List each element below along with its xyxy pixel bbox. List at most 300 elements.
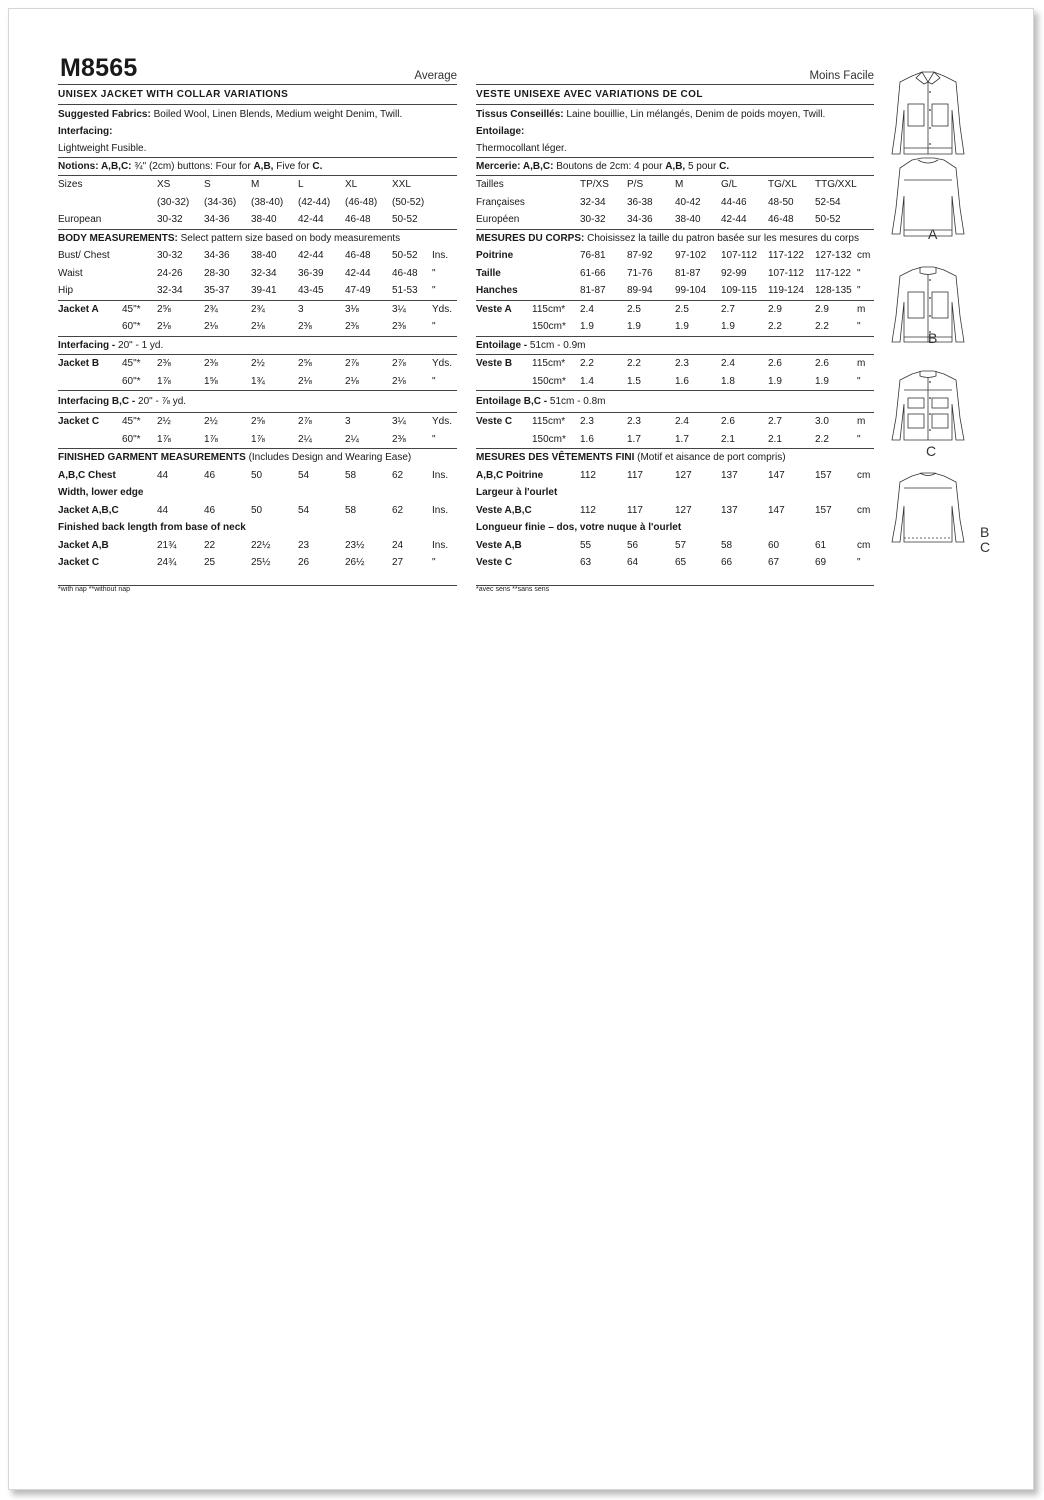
- european-cell: 42-44: [721, 214, 747, 225]
- yardage-cell: 2.4: [721, 358, 735, 369]
- finished-cell: 65: [675, 557, 687, 568]
- size-cell: S: [204, 179, 211, 190]
- body-measurements-title: [476, 230, 874, 248]
- width-lower-title: [476, 484, 874, 502]
- finished-cell: 137: [721, 469, 738, 481]
- finished-cell: 66: [721, 557, 733, 568]
- body-cell: 35-37: [204, 285, 230, 296]
- sizes-label: Tailles: [476, 179, 504, 190]
- european-cell: 30-32: [157, 214, 183, 225]
- size-cell: L: [298, 179, 304, 190]
- garment-title: VESTE UNISEXE AVEC VARIATIONS DE COL: [476, 85, 874, 105]
- finished-cell: 26½: [345, 557, 365, 568]
- european-cell: 38-40: [675, 214, 701, 225]
- francaises-cell: 40-42: [675, 196, 701, 208]
- english-column: [58, 54, 457, 586]
- fabric-width: 115cm*: [532, 416, 566, 427]
- finished-cell: 127: [675, 504, 692, 516]
- unit: Ins.: [432, 469, 449, 481]
- size-cell: G/L: [721, 179, 738, 190]
- finished-cell: 56: [627, 539, 639, 551]
- jacket-a-label: Jacket A: [58, 303, 99, 315]
- body-row-label: Hanches: [476, 285, 518, 296]
- size-cell: XL: [345, 179, 358, 190]
- body-cell: 81-87: [675, 267, 701, 279]
- body-cell: 32-34: [157, 285, 183, 296]
- body-cell: 61-66: [580, 267, 606, 279]
- body-cell: 43-45: [298, 285, 324, 296]
- yardage-cell: 2.4: [580, 303, 594, 315]
- veste-b-label: Veste B: [476, 358, 513, 369]
- yardage-row: [476, 373, 874, 392]
- body-cell: 38-40: [251, 250, 277, 261]
- finished-cell: 58: [721, 539, 733, 551]
- european-row: [476, 211, 874, 230]
- yardage-cell: 1.7: [627, 433, 641, 445]
- finished-row: [476, 467, 874, 485]
- yardage-cell: 2⅝: [157, 303, 171, 315]
- body-cell: 99-104: [675, 285, 707, 296]
- finished-row: [58, 467, 457, 485]
- notions-text: Boutons de 2cm: 4 pour: [556, 161, 663, 172]
- body-cell: 92-99: [721, 267, 747, 279]
- view-bc-b-label: B: [980, 524, 990, 540]
- view-c-label: C: [926, 443, 937, 459]
- header: [58, 54, 457, 85]
- yardage-cell: 2½: [204, 416, 218, 427]
- francaises-cell: 44-46: [721, 196, 747, 208]
- fabric-width: 45"*: [122, 416, 141, 427]
- interfacing-a-row: [476, 337, 874, 356]
- yardage-cell: 3.0: [815, 416, 829, 427]
- view-bc-c-label: C: [980, 539, 991, 555]
- width-lower-title: [58, 484, 457, 502]
- body-cell: 81-87: [580, 285, 606, 296]
- yardage-cell: 2⅛: [392, 375, 406, 387]
- fabric-width: 150cm*: [532, 433, 566, 445]
- unit: ": [432, 285, 436, 296]
- finished-cell: 157: [815, 469, 832, 481]
- size-sub-cell: (30-32): [157, 196, 190, 208]
- finished-cell: 54: [298, 469, 310, 481]
- finished-cell: 57: [675, 539, 687, 551]
- body-row: [476, 247, 874, 265]
- body-cell: 46-48: [392, 267, 418, 279]
- size-cell: M: [675, 179, 684, 190]
- jacket-b-label: Jacket B: [58, 358, 100, 369]
- yardage-cell: 1.8: [721, 375, 735, 387]
- unit: Ins.: [432, 539, 449, 551]
- notions-ab: A,B,: [253, 161, 274, 172]
- size-cell: TP/XS: [580, 179, 609, 190]
- yardage-row: [58, 355, 457, 373]
- body-row: [476, 282, 874, 301]
- unit: ": [857, 433, 861, 445]
- finished-cell: 21¾: [157, 539, 177, 551]
- size-cell: TTG/XXL: [815, 179, 857, 190]
- interfacing-bc-amount: 51cm - 0.8m: [549, 396, 606, 407]
- back-length-label: Finished back length from base of neck: [58, 522, 246, 533]
- yardage-cell: 1.4: [580, 375, 594, 387]
- interfacing-bc-row: [58, 391, 457, 413]
- back-length-label: Longueur finie – dos, votre nuque à l'ourlet: [476, 522, 682, 533]
- body-row-label: Waist: [58, 267, 83, 279]
- back-length-title: [476, 519, 874, 537]
- finished-cell: 55: [580, 539, 592, 551]
- finished-cell: 22½: [251, 539, 271, 551]
- interfacing-label: Interfacing:: [58, 126, 113, 137]
- yardage-cell: 2⅛: [298, 375, 312, 387]
- european-row: [58, 211, 457, 230]
- divider: [58, 572, 457, 586]
- jacket-bc-back-drawing: [886, 470, 970, 546]
- yardage-row: [58, 318, 457, 337]
- finished-cell: 58: [345, 504, 357, 516]
- body-cell: 89-94: [627, 285, 653, 296]
- unit: ": [432, 267, 436, 279]
- finished-cell: 60: [768, 539, 780, 551]
- yardage-cell: 3¼: [392, 416, 406, 427]
- body-cell: 109-115: [721, 285, 757, 296]
- size-sub-cell: (34-36): [204, 196, 237, 208]
- interfacing-a-amount: 20" - 1 yd.: [118, 339, 164, 351]
- notions-label: Mercerie: A,B,C:: [476, 161, 554, 172]
- finished-cell: 157: [815, 504, 832, 516]
- unit: ": [857, 267, 861, 279]
- yardage-cell: 1.6: [580, 433, 594, 445]
- sizes-row: [476, 176, 874, 194]
- finished-cell: 127: [675, 469, 692, 481]
- fabrics-text: Boiled Wool, Linen Blends, Medium weight Denim, Twill.: [153, 109, 403, 120]
- suggested-fabrics: [476, 105, 874, 158]
- unit: Ins.: [432, 504, 449, 516]
- body-cell: 46-48: [345, 250, 371, 261]
- finished-title-bold: FINISHED GARMENT MEASUREMENTS: [58, 452, 246, 463]
- body-cell: 127-132: [815, 250, 852, 261]
- body-cell: 36-39: [298, 267, 324, 279]
- finished-cell: 62: [392, 504, 404, 516]
- finished-cell: 147: [768, 504, 785, 516]
- yardage-cell: 1.9: [768, 375, 782, 387]
- notions-ab: A,B,: [665, 161, 686, 172]
- francaises-label: Françaises: [476, 196, 525, 208]
- european-cell: 30-32: [580, 214, 606, 225]
- yardage-cell: 2⅜: [345, 321, 359, 332]
- interfacing-label: Entoilage:: [476, 126, 525, 137]
- interfacing-a-label: Interfacing -: [58, 339, 116, 351]
- body-cell: 42-44: [345, 267, 371, 279]
- sizes-label: Sizes: [58, 179, 83, 190]
- interfacing-bc-amount: 20" - ⅞ yd.: [138, 396, 187, 407]
- yardage-cell: 2⅛: [204, 321, 218, 332]
- finished-cell: 54: [298, 504, 310, 516]
- sizes-row: [58, 176, 457, 194]
- yardage-cell: 2.7: [768, 416, 782, 427]
- body-measurements-title: [58, 230, 457, 248]
- yardage-cell: 2.5: [627, 303, 641, 315]
- yardage-cell: 1⅞: [157, 433, 171, 445]
- yardage-cell: 2.6: [768, 358, 782, 369]
- yardage-cell: 2⅛: [157, 321, 171, 332]
- yardage-cell: 3⅛: [345, 303, 359, 315]
- yardage-cell: 2.2: [627, 358, 641, 369]
- finished-row: [58, 502, 457, 520]
- notions-c: C.: [312, 161, 323, 172]
- suggested-fabrics: [58, 105, 457, 158]
- finished-cell: 26: [298, 557, 310, 568]
- finished-row: [476, 502, 874, 520]
- european-cell: 38-40: [251, 214, 277, 225]
- yardage-cell: 1⅞: [157, 375, 171, 387]
- finished-chest-label: A,B,C Chest: [58, 469, 116, 481]
- fabric-width: 115cm*: [532, 358, 566, 369]
- finished-cell: 117: [627, 504, 643, 516]
- body-cell: 119-124: [768, 285, 804, 296]
- yardage-cell: 2¾: [251, 303, 265, 315]
- interfacing-bc-label: Entoilage B,C -: [476, 396, 548, 407]
- yardage-cell: 2⅜: [157, 358, 171, 369]
- body-cell: 50-52: [392, 250, 418, 261]
- yardage-cell: 2⅛: [251, 321, 265, 332]
- fabric-width: 60"*: [122, 375, 141, 387]
- unit: m: [857, 303, 866, 315]
- yardage-cell: 2⅛: [345, 375, 359, 387]
- body-title-rest: Select pattern size based on body measurements: [180, 232, 401, 244]
- finished-cell: 67: [768, 557, 780, 568]
- yardage-cell: 3¼: [392, 303, 406, 315]
- body-cell: 107-112: [721, 250, 757, 261]
- yardage-cell: 2⅝: [251, 416, 265, 427]
- interfacing-a-amount: 51cm - 0.9m: [529, 339, 586, 351]
- size-sub-cell: (42-44): [298, 196, 331, 208]
- divider: [476, 572, 874, 586]
- finished-cell: 117: [627, 469, 643, 481]
- finished-cell: 50: [251, 504, 263, 516]
- fabric-width: 60"*: [122, 433, 141, 445]
- interfacing-bc-label: Interfacing B,C -: [58, 396, 136, 407]
- yardage-cell: 1.9: [580, 321, 594, 332]
- fabrics-label: Tissus Conseillés:: [476, 109, 564, 120]
- yardage-row: [58, 431, 457, 450]
- yardage-cell: 2.6: [815, 358, 829, 369]
- finished-cell: 58: [345, 469, 357, 481]
- finished-cell: 147: [768, 469, 785, 481]
- yardage-cell: 2⅞: [345, 358, 359, 369]
- yardage-cell: 2⅞: [392, 358, 406, 369]
- yardage-cell: 2.1: [721, 433, 735, 445]
- jacket-c-label: Jacket C: [58, 416, 100, 427]
- european-label: European: [58, 214, 102, 225]
- finished-cell: 27: [392, 557, 404, 568]
- finished-title-rest: (Includes Design and Wearing Ease): [248, 452, 412, 463]
- fabrics-text: Laine bouillie, Lin mélangés, Denim de poids moyen, Twill.: [566, 109, 826, 120]
- yardage-row: [58, 301, 457, 319]
- yardage-cell: 1.9: [627, 321, 641, 332]
- body-row-label: Hip: [58, 285, 74, 296]
- finished-cell: 64: [627, 557, 639, 568]
- width-lower-label: Width, lower edge: [58, 487, 144, 498]
- body-cell: 117-122: [768, 250, 804, 261]
- body-row-label: Taille: [476, 267, 501, 279]
- finished-cell: 61: [815, 539, 827, 551]
- body-title: MESURES DU CORPS:: [476, 232, 585, 244]
- size-cell: XS: [157, 179, 171, 190]
- finished-title-rest: (Motif et aisance de port compris): [637, 452, 786, 463]
- yardage-cell: 1.9: [815, 375, 829, 387]
- body-row-label: Poitrine: [476, 250, 514, 261]
- yardage-cell: 2.1: [768, 433, 782, 445]
- unit: ": [857, 321, 861, 332]
- yardage-cell: 2.9: [768, 303, 782, 315]
- european-cell: 50-52: [392, 214, 418, 225]
- finished-row: [58, 554, 457, 572]
- size-cell: TG/XL: [768, 179, 797, 190]
- yardage-cell: 2.6: [721, 416, 735, 427]
- veste-c-label: Veste C: [476, 416, 513, 427]
- finished-chest-label: A,B,C Poitrine: [476, 469, 544, 481]
- european-cell: 34-36: [204, 214, 230, 225]
- width-lower-label: Largeur à l'ourlet: [476, 487, 558, 498]
- yardage-cell: 2¾: [204, 303, 218, 315]
- body-cell: 51-53: [392, 285, 418, 296]
- yardage-cell: 2⅝: [298, 358, 312, 369]
- footnote-en: *with nap **without nap: [58, 586, 130, 593]
- finished-cell: 69: [815, 557, 827, 568]
- finished-title: [476, 449, 874, 467]
- size-sub-cell: (50-52): [392, 196, 425, 208]
- finished-cell: 24: [392, 539, 404, 551]
- yardage-cell: 2⅞: [298, 416, 312, 427]
- francaises-row: [476, 194, 874, 212]
- footnote-fr: *avec sens **sans sens: [476, 586, 550, 593]
- francaises-cell: 32-34: [580, 196, 606, 208]
- notions-text: ¾" (2cm) buttons: Four for: [134, 161, 251, 172]
- yardage-cell: 2.3: [627, 416, 641, 427]
- finished-title: [58, 449, 457, 467]
- size-cell: XXL: [392, 179, 411, 190]
- finished-cell: 25: [204, 557, 216, 568]
- yardage-cell: 1.7: [675, 433, 689, 445]
- francaises-cell: 36-38: [627, 196, 653, 208]
- european-cell: 46-48: [345, 214, 371, 225]
- size-sub-cell: (46-48): [345, 196, 378, 208]
- yardage-row: [476, 318, 874, 337]
- header: [476, 58, 874, 85]
- unit: ": [432, 557, 436, 568]
- european-label: Européen: [476, 214, 520, 225]
- yardage-cell: 2⅜: [298, 321, 312, 332]
- yardage-cell: 3: [298, 303, 304, 315]
- unit: ": [857, 375, 861, 387]
- yardage-row: [476, 413, 874, 431]
- jacket-a-front-drawing: [886, 70, 970, 158]
- difficulty-level: Average: [414, 70, 457, 82]
- width-row-label: Veste A,B,C: [476, 504, 532, 516]
- yardage-cell: 1⅞: [251, 433, 265, 445]
- fabric-width: 60"*: [122, 321, 141, 332]
- european-cell: 46-48: [768, 214, 794, 225]
- view-a-label: A: [928, 226, 938, 242]
- yardage-cell: 2¼: [298, 433, 312, 445]
- unit: cm: [857, 250, 871, 261]
- body-cell: 107-112: [768, 267, 804, 279]
- body-title: BODY MEASUREMENTS:: [58, 232, 178, 244]
- body-cell: 76-81: [580, 250, 606, 261]
- finished-cell: 24¾: [157, 557, 177, 568]
- body-title-rest: Choisissez la taille du patron basée sur les mesures du corps: [587, 232, 859, 244]
- unit: ": [432, 375, 436, 387]
- unit: Yds.: [432, 358, 453, 369]
- body-row: [58, 247, 457, 265]
- yardage-cell: 2¼: [345, 433, 359, 445]
- yardage-cell: 2.3: [675, 358, 689, 369]
- body-cell: 42-44: [298, 250, 324, 261]
- fabric-width: 45"*: [122, 358, 141, 369]
- unit: cm: [857, 539, 871, 551]
- finished-cell: 23½: [345, 539, 365, 551]
- notions-label: Notions: A,B,C:: [58, 161, 132, 172]
- yardage-cell: 1.9: [721, 321, 735, 332]
- french-column: [476, 58, 874, 586]
- body-cell: 30-32: [157, 250, 183, 261]
- body-cell: 39-41: [251, 285, 277, 296]
- body-cell: 87-92: [627, 250, 653, 261]
- body-cell: 28-30: [204, 267, 230, 279]
- unit: Yds.: [432, 416, 453, 427]
- yardage-cell: 2½: [157, 416, 171, 427]
- body-cell: 117-122: [815, 267, 851, 279]
- veste-a-label: Veste A: [476, 303, 512, 315]
- body-cell: 97-102: [675, 250, 707, 261]
- body-cell: 34-36: [204, 250, 230, 261]
- francaises-cell: 48-50: [768, 196, 794, 208]
- yardage-cell: 2.4: [675, 416, 689, 427]
- fabric-width: 150cm*: [532, 375, 566, 387]
- yardage-cell: 1.5: [627, 375, 641, 387]
- yardage-cell: 2.3: [580, 416, 594, 427]
- jacket-c-front-drawing: [886, 368, 970, 444]
- yardage-cell: 2⅜: [392, 321, 406, 332]
- finished-title-bold: MESURES DES VÊTEMENTS FINI: [476, 452, 635, 463]
- yardage-cell: 1⅝: [204, 375, 218, 387]
- unit: cm: [857, 504, 871, 516]
- yardage-cell: 1.6: [675, 375, 689, 387]
- yardage-cell: 1.9: [675, 321, 689, 332]
- body-row: [476, 265, 874, 283]
- european-cell: 34-36: [627, 214, 653, 225]
- finished-cell: 63: [580, 557, 592, 568]
- finished-cell: 137: [721, 504, 738, 516]
- notions: [58, 158, 457, 176]
- fabric-width: 150cm*: [532, 321, 566, 332]
- size-sub-cell: (38-40): [251, 196, 284, 208]
- difficulty-level: Moins Facile: [809, 70, 874, 82]
- unit: m: [857, 358, 866, 369]
- back-row-label: Jacket A,B: [58, 539, 109, 551]
- sizes-sub-row: [58, 194, 457, 212]
- finished-cell: 62: [392, 469, 404, 481]
- finished-cell: 112: [580, 504, 596, 516]
- yardage-cell: 2.2: [815, 433, 829, 445]
- size-cell: P/S: [627, 179, 644, 190]
- interfacing-a-label: Entoilage -: [476, 339, 528, 351]
- unit: ": [432, 321, 436, 332]
- yardage-row: [476, 301, 874, 319]
- body-cell: 32-34: [251, 267, 277, 279]
- yardage-cell: 2½: [251, 358, 265, 369]
- finished-cell: 44: [157, 469, 169, 481]
- yardage-cell: 2⅜: [204, 358, 218, 369]
